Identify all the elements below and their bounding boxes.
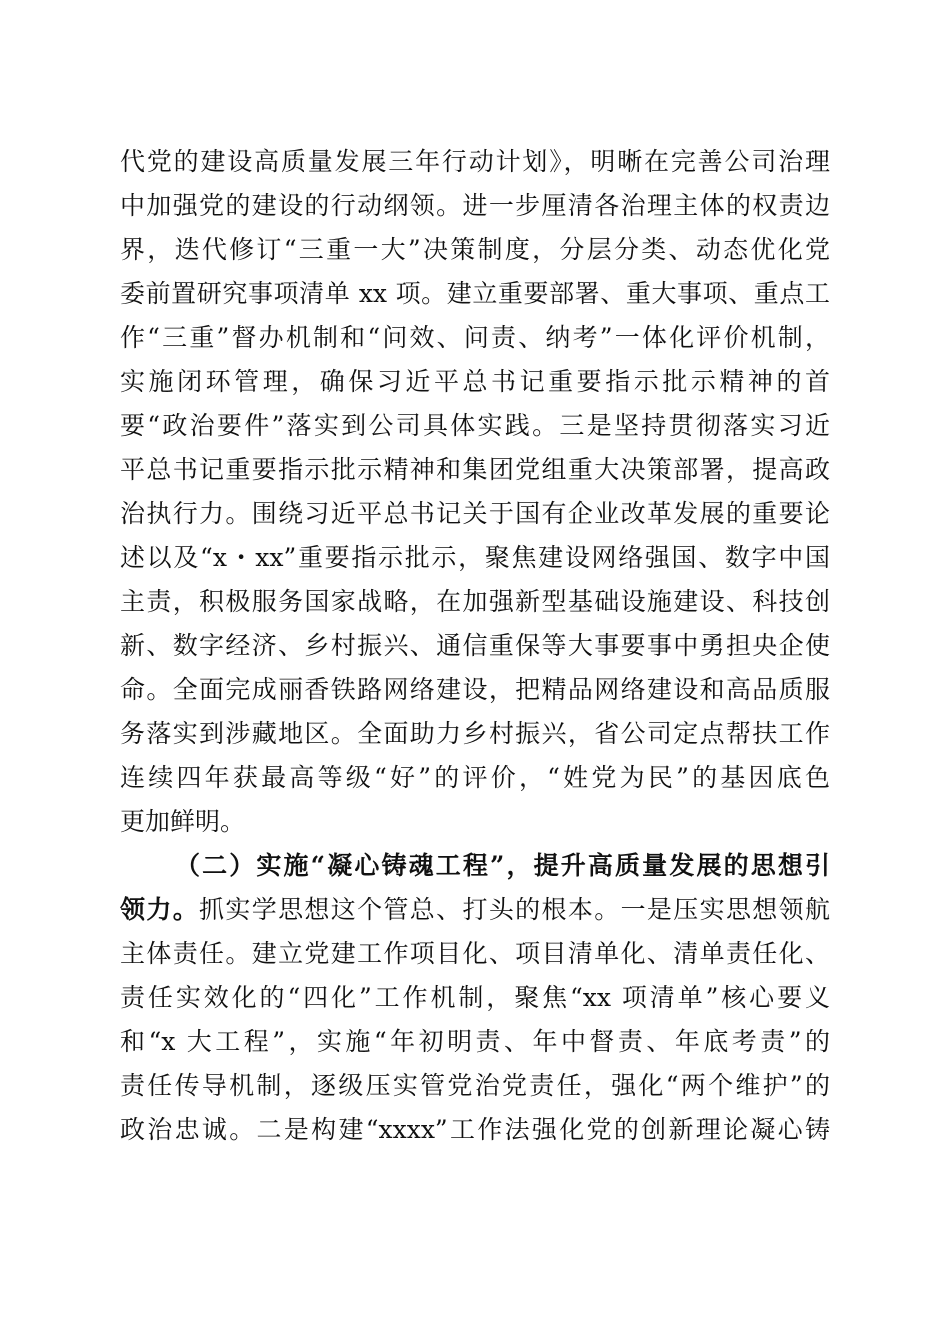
body-text-line: 连续四年获最高等级“好”的评价，“姓党为民”的基因底色 (120, 763, 830, 792)
body-text-line: 主体责任。建立党建工作项目化、项目清单化、清单责任化、 (120, 939, 830, 968)
section-body-start: 抓实学思想这个管总、打头的根本。一是压实思想领航 (199, 895, 830, 924)
body-text-line: 责任传导机制，逐级压实管党治党责任，强化“两个维护”的 (120, 1071, 830, 1100)
paragraph-end-line: 更加鲜明。 (120, 807, 246, 836)
body-text-line: 中加强党的建设的行动纲领。进一步厘清各治理主体的权责边 (120, 191, 830, 220)
body-text-line: 务落实到涉藏地区。全面助力乡村振兴，省公司定点帮扶工作 (120, 719, 830, 748)
body-text-line: 新、数字经济、乡村振兴、通信重保等大事要事中勇担央企使 (120, 631, 830, 660)
section-heading-tail: 领力。 (120, 895, 200, 924)
body-text-line: 治执行力。围绕习近平总书记关于国有企业改革发展的重要论 (120, 499, 830, 528)
section-heading-continuation (120, 890, 830, 930)
body-text-line: 平总书记重要指示批示精神和集团党组重大决策部署，提高政 (120, 455, 830, 484)
body-text-line: 作“三重”督办机制和“问效、问责、纳考”一体化评价机制， (120, 323, 830, 352)
body-text-line: 代党的建设高质量发展三年行动计划》，明晰在完善公司治理 (120, 147, 830, 176)
body-text-line: 政治忠诚。二是构建“xxxx”工作法强化党的创新理论凝心铸 (120, 1115, 830, 1144)
body-text-line: 主责，积极服务国家战略，在加强新型基础设施建设、科技创 (120, 587, 830, 616)
body-text-line: 和“x 大工程”，实施“年初明责、年中督责、年底考责”的 (120, 1027, 830, 1056)
body-text-line: 界，迭代修订“三重一大”决策制度，分层分类、动态优化党 (120, 235, 830, 264)
body-text-line: 要“政治要件”落实到公司具体实践。三是坚持贯彻落实习近 (120, 411, 830, 440)
section-heading: （二）实施“凝心铸魂工程”，提升高质量发展的思想引 (175, 851, 830, 880)
body-text-line: 责任实效化的“四化”工作机制，聚焦“xx 项清单”核心要义 (120, 983, 830, 1012)
body-text-line: 实施闭环管理，确保习近平总书记重要指示批示精神的首 (120, 367, 830, 396)
body-text-line: 命。全面完成丽香铁路网络建设，把精品网络建设和高品质服 (120, 675, 830, 704)
body-text-line: 委前置研究事项清单 xx 项。建立重要部署、重大事项、重点工 (120, 279, 830, 308)
body-text-line: 述以及“x・xx”重要指示批示，聚焦建设网络强国、数字中国 (120, 543, 830, 572)
